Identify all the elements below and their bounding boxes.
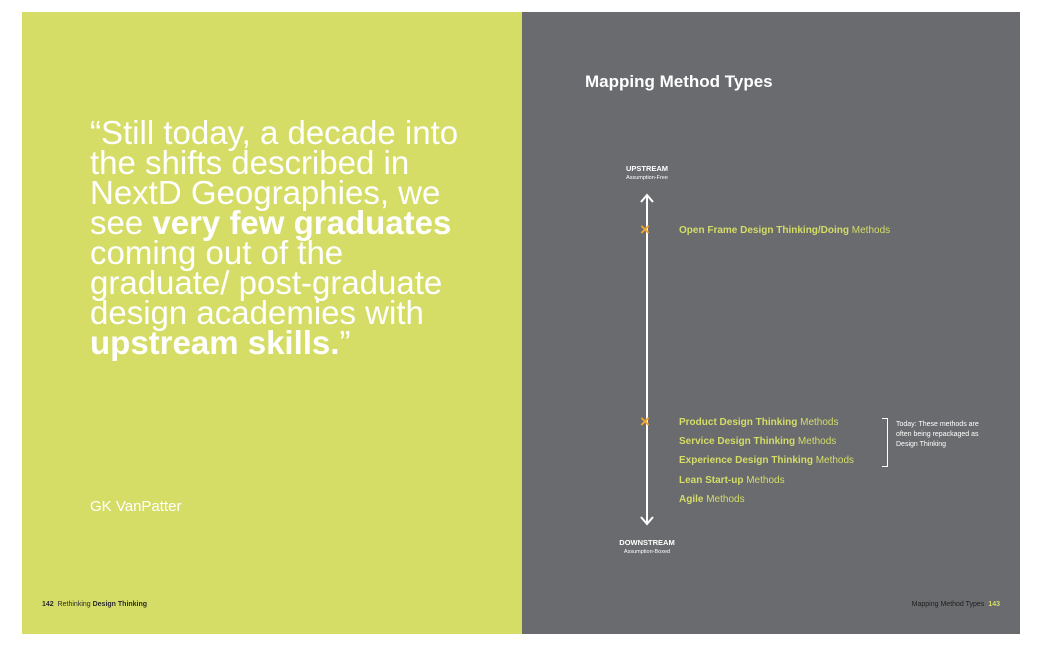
diagram-title: Mapping Method Types <box>585 72 773 91</box>
running-head-right: Mapping Method Types <box>911 601 985 608</box>
downstream-label <box>597 538 697 555</box>
quote-text-mid: coming out of the graduate/ post-graduate design academies with <box>90 234 443 331</box>
running-head-left: Rethinking <box>57 601 93 608</box>
method-suffix: Methods <box>743 475 785 486</box>
quote-text-close: ” <box>339 324 351 361</box>
pull-quote <box>90 114 490 361</box>
method-name: Service Design Thinking <box>679 436 796 447</box>
method-name: Experience Design Thinking <box>679 455 813 466</box>
quote-emphasis-2: upstream skills. <box>90 324 340 361</box>
method-suffix: Methods <box>812 455 855 466</box>
method-name: Product Design Thinking <box>679 417 798 428</box>
quote-author: GK VanPatter <box>90 498 182 515</box>
page-number-right: 143 <box>988 601 1000 608</box>
quote-text-open: “Still today, a decade into the shifts described in NextD Geographies, we see <box>90 114 459 241</box>
method-service <box>679 436 836 447</box>
page-number-left: 142 <box>42 601 54 608</box>
running-head-left-bold: Design Thinking <box>92 601 148 608</box>
downstream-label-main: DOWNSTREAM <box>619 538 675 547</box>
method-suffix: Methods <box>703 494 745 505</box>
marker-open-frame-icon: × <box>640 220 650 239</box>
folio-right <box>912 601 1000 608</box>
upstream-label-main: UPSTREAM <box>625 164 669 173</box>
method-lean-startup <box>679 475 785 486</box>
book-spread <box>22 12 1020 634</box>
method-suffix: Methods <box>795 436 837 447</box>
left-page <box>22 12 522 634</box>
upstream-label-sub: Assumption-Free <box>626 175 668 181</box>
method-name: Agile <box>679 494 704 505</box>
method-product <box>679 417 838 428</box>
method-name: Open Frame Design Thinking/Doing <box>679 225 850 236</box>
downstream-label-sub: Assumption-Boxed <box>623 549 671 555</box>
method-experience <box>679 455 854 466</box>
repackaged-note: Today: These methods are often being repackaged as Design Thinking <box>896 421 979 448</box>
quote-emphasis-1: very few graduates <box>152 204 452 241</box>
marker-product-icon: × <box>640 412 650 431</box>
method-suffix: Methods <box>797 417 839 428</box>
method-agile <box>679 494 745 505</box>
method-suffix: Methods <box>849 225 891 236</box>
vertical-axis-arrow <box>637 192 657 527</box>
right-page <box>522 12 1020 634</box>
folio-left <box>42 601 147 608</box>
method-open-frame <box>679 225 890 236</box>
bracket <box>882 418 888 467</box>
upstream-label <box>597 164 697 181</box>
method-name: Lean Start-up <box>679 475 744 486</box>
